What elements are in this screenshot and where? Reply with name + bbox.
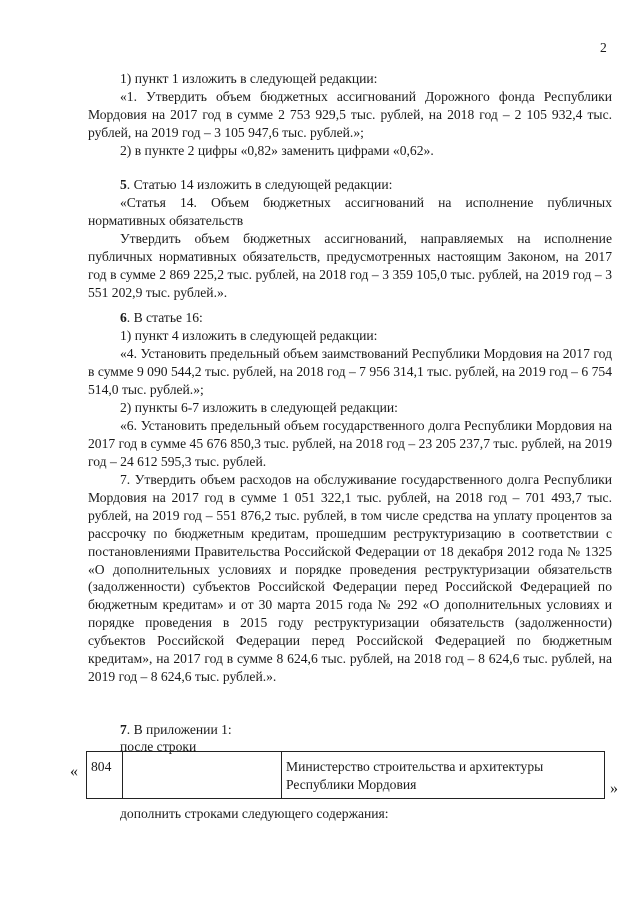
section-5-article-title: «Статья 14. Объем бюджетных ассигнований на исполнение публичных нормативных обязательств bbox=[88, 195, 612, 228]
row-ministry-name: Министерство строительства и архитектуры Республики Мордовия bbox=[282, 752, 605, 799]
section-7-after-row: после строки bbox=[120, 739, 197, 754]
section-6-point-6: «6. Установить предельный объем государственного долга Республики Мордовия на 2017 год в сумме 45 676 850,3 тыс. рублей, на 2018 год – 23 205 237,7 тыс. рублей, на 2019 год – 24 612 595,3 тыс. рублей. bbox=[88, 418, 612, 469]
section-6-number: 6 bbox=[120, 310, 127, 325]
table-row bbox=[87, 752, 605, 799]
item-1-intro: 1) пункт 1 изложить в следующей редакции: bbox=[120, 71, 378, 86]
row-code: 804 bbox=[87, 752, 123, 799]
page-number: 2 bbox=[600, 40, 607, 55]
section-7-intro: 7. В приложении 1: bbox=[120, 722, 232, 737]
open-quote: « bbox=[70, 763, 78, 780]
section-5-intro: 5. Статью 14 изложить в следующей редакции: bbox=[120, 177, 393, 192]
section-6-item-1-intro: 1) пункт 4 изложить в следующей редакции: bbox=[120, 328, 378, 343]
section-7-supplement: дополнить строками следующего содержания: bbox=[120, 806, 389, 821]
section-7-number: 7 bbox=[120, 722, 127, 737]
item-1-text: «1. Утвердить объем бюджетных ассигнований Дорожного фонда Республики Мордовия на 2017 год в сумме 2 753 929,5 тыс. рублей, на 2018 год – 2 105 932,4 тыс. рублей, на 2019 год – 3 105 947,6 тыс. рублей.»; bbox=[88, 89, 612, 140]
section-6-intro: 6. В статье 16: bbox=[120, 310, 203, 325]
section-6-item-1-text: «4. Установить предельный объем заимствований Республики Мордовия на 2017 год в сумме 9 090 544,2 тыс. рублей, на 2018 год – 7 956 314,1 тыс. рублей, на 2019 год – 6 754 514,0 тыс. рублей.»; bbox=[88, 346, 612, 397]
item-2-text: 2) в пункте 2 цифры «0,82» заменить цифрами «0,62». bbox=[120, 143, 434, 158]
section-5-article-body: Утвердить объем бюджетных ассигнований, направляемых на исполнение публичных нормативных обязательств, предусмотренных настоящим Законом, на 2017 год в сумме 2 869 225,2 тыс. рублей, на 2018 год – 3 359 105,0 тыс. рублей, на 2019 год – 3 551 202,9 тыс. рублей.». bbox=[88, 231, 612, 300]
section-5-number: 5 bbox=[120, 177, 127, 192]
section-6-point-7: 7. Утвердить объем расходов на обслуживание государственного долга Республики Мордовия на 2017 год в сумме 1 051 322,1 тыс. рублей, на 2018 год – 701 493,7 тыс. рублей, на 2019 год – 551 876,2 тыс. рублей, в том числе средства на уплату процентов за рассрочку по бюджетным кредитам, прошедшим реструктуризацию в соответствии с постановлениями Правительства Российской Федерации от 18 декабря 2012 года № 1325 «О дополнительных условиях и порядке проведения реструктуризации обязательств (задолженности) субъектов Российской Федерации перед Российской Федерацией по бюджетным кредитам» и от 30 марта 2015 года № 292 «О дополнительных условиях и порядке проведения в 2015 году реструктуризации обязательств (задолженности) субъектов Российской Федерации перед Российской Федерацией по бюджетным кредитам», на 2017 год в сумме 8 624,6 тыс. рублей, на 2018 год – 8 624,6 тыс. рублей, на 2019 год – 8 624,6 тыс. рублей.». bbox=[88, 472, 612, 684]
section-6-item-2-intro: 2) пункты 6-7 изложить в следующей редакции: bbox=[120, 400, 398, 415]
close-quote: » bbox=[610, 780, 618, 797]
supplement-table bbox=[86, 751, 605, 799]
row-empty-cell bbox=[123, 752, 282, 799]
